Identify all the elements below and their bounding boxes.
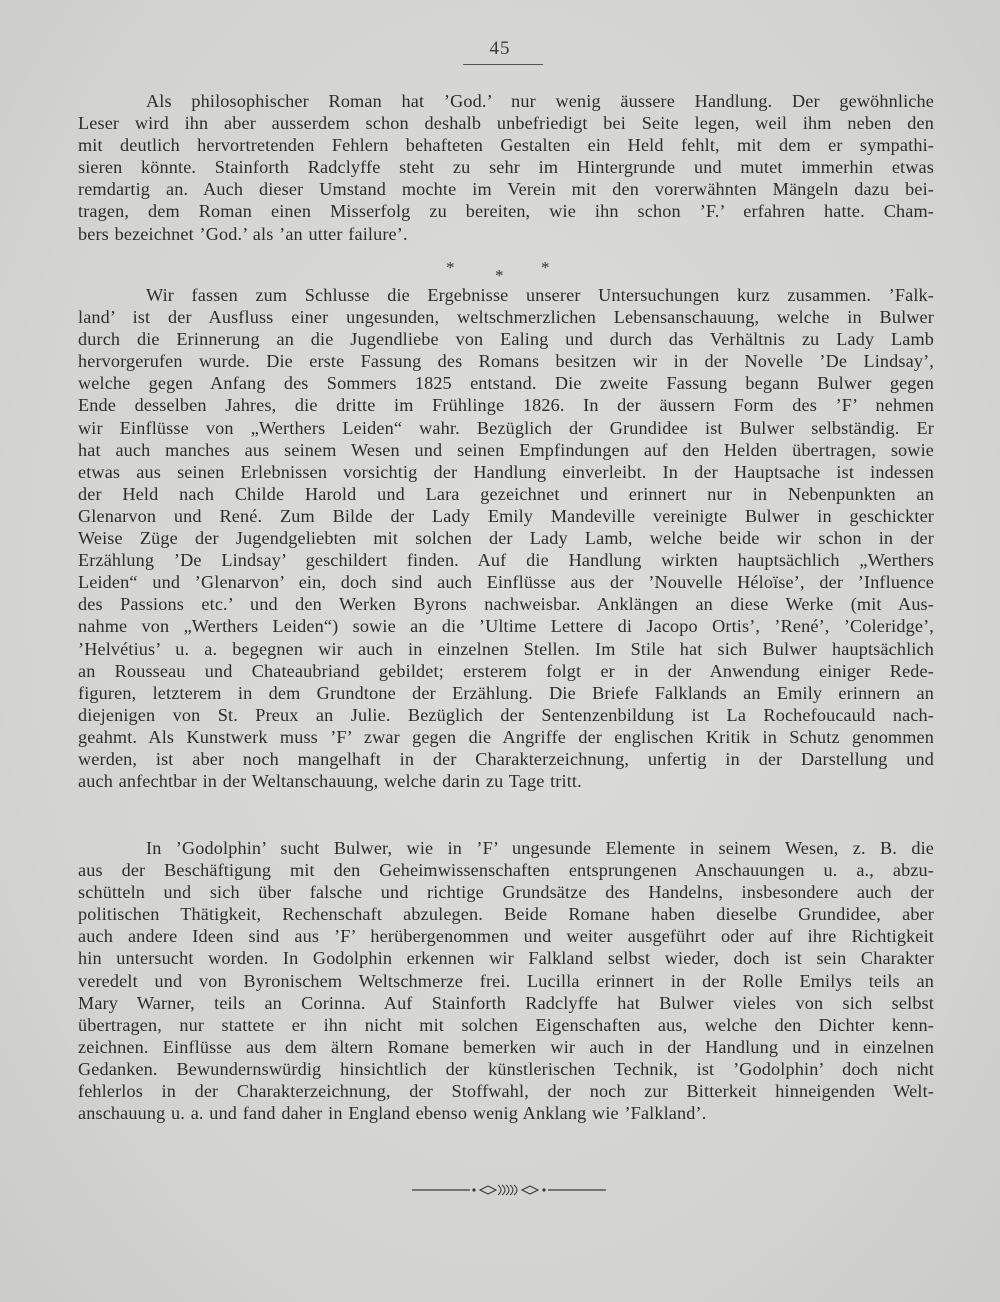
text-line-content: politischen Thätigkeit, Rechenschaft abzulegen. Beide Romane haben dieselbe Grundidee, aber bbox=[78, 904, 934, 925]
closing-ornament bbox=[410, 1180, 610, 1200]
text-line bbox=[78, 439, 934, 461]
text-line bbox=[78, 1058, 934, 1080]
text-line bbox=[78, 1102, 934, 1124]
text-line bbox=[78, 284, 934, 306]
text-line bbox=[78, 947, 934, 969]
text-line-content: werden, ist aber noch mangelhaft in der Charakterzeichnung, unfertig in der Darstellung und bbox=[78, 748, 934, 769]
text-line bbox=[78, 483, 934, 505]
text-line-content: hervorgerufen wurde. Die erste Fassung des Romans besitzen wir in der Novelle ’De Lindsay’, bbox=[78, 351, 934, 372]
text-line bbox=[78, 90, 934, 112]
page-number-rule bbox=[463, 64, 543, 65]
text-line bbox=[78, 1014, 934, 1036]
text-line bbox=[78, 1036, 934, 1058]
text-line-content: ’Helvétius’ u. a. begegnen wir auch in einzelnen Stellen. Im Stile hat sich Bulwer hauptsächlich bbox=[78, 638, 934, 659]
text-line bbox=[78, 660, 934, 682]
text-line bbox=[78, 682, 934, 704]
text-line-content: Leser wird ihn aber ausserdem schon deshalb unbefriedigt bei Seite legen, weil ihm neben den bbox=[78, 113, 934, 134]
text-line-content: etwas aus seinen Erlebnissen vorsichtig der Handlung einverleibt. In der Hauptsache ist indessen bbox=[78, 461, 934, 482]
text-line bbox=[78, 903, 934, 925]
text-line bbox=[78, 726, 934, 748]
asterisk: * bbox=[495, 266, 504, 285]
text-line-content: aus der Beschäftigung mit den Geheimwissenschaften entsprungenen Anschauungen u. a., abzu- bbox=[78, 860, 934, 881]
text-line bbox=[78, 925, 934, 947]
text-line-content: anschauung u. a. und fand daher in England ebenso wenig Anklang wie ’Falkland’. bbox=[78, 1103, 707, 1124]
text-line bbox=[78, 859, 934, 881]
paragraph-3 bbox=[78, 837, 934, 1124]
text-line-content: Erzählung ’De Lindsay’ geschildert finden. Auf die Handlung wirkten hauptsächlich „Werthers bbox=[78, 550, 934, 571]
text-line-content: zeichnen. Einflüsse aus dem ältern Romane bemerken wir auch in der Handlung und in einzelnen bbox=[78, 1036, 934, 1057]
text-line bbox=[78, 134, 934, 156]
text-line-content: der Held nach Childe Harold und Lara gezeichnet und erinnert nur in Nebenpunkten an bbox=[78, 483, 934, 504]
text-line-content: Leiden“ und ’Glenarvon’ ein, doch sind auch Einflüsse aus der ’Nouvelle Héloïse’, der ’Influence bbox=[78, 572, 934, 593]
text-line bbox=[78, 112, 934, 134]
text-line-content: welche gegen Anfang des Sommers 1825 entstand. Die zweite Fassung begann Bulwer gegen bbox=[78, 373, 934, 394]
text-line-content: bers bezeichnet ’God.’ als ’an utter failure’. bbox=[78, 223, 408, 244]
text-line bbox=[78, 770, 934, 792]
text-line bbox=[78, 704, 934, 726]
paragraph-2 bbox=[78, 284, 934, 792]
text-line bbox=[78, 748, 934, 770]
text-line bbox=[78, 1080, 934, 1102]
text-line bbox=[78, 156, 934, 178]
text-line bbox=[78, 881, 934, 903]
text-line bbox=[78, 306, 934, 328]
text-line bbox=[78, 223, 934, 245]
text-line-content: auch anfechtbar in der Weltanschauung, welche darin zu Tage tritt. bbox=[78, 771, 582, 792]
text-line bbox=[78, 992, 934, 1014]
text-line bbox=[78, 837, 934, 859]
text-line bbox=[78, 461, 934, 483]
text-line-content: schütteln und sich über falsche und richtige Grundsätze des Handelns, insbesondere auch der bbox=[78, 882, 934, 903]
text-line-content: In ’Godolphin’ sucht Bulwer, wie in ’F’ ungesunde Elemente in seinem Wesen, z. B. die bbox=[146, 838, 934, 858]
text-line-content: remdartig an. Auch dieser Umstand mochte im Verein mit den vorerwähnten Mängeln dazu bei- bbox=[78, 179, 934, 200]
text-line bbox=[78, 200, 934, 222]
text-line-content: land’ ist der Ausfluss einer ungesunden, weltschmerzlichen Lebensanschauung, welche in Bulwer bbox=[78, 307, 934, 328]
asterisk: * bbox=[446, 258, 455, 277]
text-line-content: sieren könnte. Stainforth Radclyffe steht zu sehr im Hintergrunde und mutet immerhin etwas bbox=[78, 157, 934, 178]
text-line-content: veredelt und von Byronischem Weltschmerze frei. Lucilla erinnert in der Rolle Emilys teils an bbox=[78, 970, 934, 991]
text-line-content: Ende desselben Jahres, die dritte im Frühlinge 1826. In der äussern Form des ’F’ nehmen bbox=[78, 395, 934, 416]
text-line bbox=[78, 593, 934, 615]
section-separator bbox=[440, 258, 560, 286]
text-line bbox=[78, 417, 934, 439]
text-line-content: Weise Züge der Jugendgeliebten mit solchen der Lady Lamb, welche beide wir schon in der bbox=[78, 528, 934, 549]
text-line bbox=[78, 638, 934, 660]
text-line-content: hat auch manches aus seinem Wesen und seinen Empfindungen auf den Helden übertragen, sowie bbox=[78, 439, 934, 460]
text-line bbox=[78, 350, 934, 372]
text-line bbox=[78, 505, 934, 527]
text-line-content: hin untersucht worden. In Godolphin erkennen wir Falkland selbst wieder, doch ist sein Charakter bbox=[78, 948, 934, 969]
text-line-content: figuren, letzterem in dem Grundtone der Erzählung. Die Briefe Falklands an Emily erinnern an bbox=[78, 682, 934, 703]
asterisk: * bbox=[541, 258, 550, 277]
text-line-content: mit deutlich hervortretenden Fehlern behafteten Gestalten ein Held fehlt, mit dem er sympathi- bbox=[78, 135, 934, 156]
text-line-content: durch die Erinnerung an die Jugendliebe von Ealing und durch das Verhältnis zu Lady Lamb bbox=[78, 329, 934, 350]
text-line bbox=[78, 615, 934, 637]
text-line bbox=[78, 970, 934, 992]
text-line-content: Mary Warner, teils an Corinna. Auf Stainforth Radclyffe hat Bulwer vieles von sich selbst bbox=[78, 992, 934, 1013]
text-line-content: übertragen, nur stattete er ihn nicht mit solchen Eigenschaften aus, welche den Dichter kenn- bbox=[78, 1014, 934, 1035]
text-line-content: diejenigen von St. Preux an Julie. Bezüglich der Sentenzenbildung ist La Rochefoucauld nach- bbox=[78, 704, 934, 725]
text-line bbox=[78, 178, 934, 200]
text-line bbox=[78, 571, 934, 593]
text-line-content: nahme von „Werthers Leiden“) sowie an die ’Ultime Lettere di Jacopo Ortis’, ’René’, ’Coleridge’, bbox=[78, 616, 934, 637]
text-line bbox=[78, 527, 934, 549]
text-line-content: Gedanken. Bewundernswürdig hinsichtlich der künstlerischen Technik, ist ’Godolphin’ doch nicht bbox=[78, 1058, 934, 1079]
text-line bbox=[78, 372, 934, 394]
text-line bbox=[78, 394, 934, 416]
text-line bbox=[78, 328, 934, 350]
text-line-content: wir Einflüsse von „Werthers Leiden“ wahr. Bezüglich der Grundidee ist Bulwer selbständig. Er bbox=[78, 417, 934, 438]
text-line-content: an Rousseau und Chateaubriand gebildet; ersterem folgt er in der Anwendung einiger Rede- bbox=[78, 660, 934, 681]
text-line-content: tragen, dem Roman einen Misserfolg zu bereiten, wie ihn schon ’F.’ erfahren hatte. Cham- bbox=[78, 201, 934, 222]
text-line-content: des Passions etc.’ und den Werken Byrons nachweisbar. Anklängen an diese Werke (mit Aus- bbox=[78, 594, 934, 615]
page-number: 45 bbox=[489, 38, 511, 59]
paragraph-1 bbox=[78, 90, 934, 245]
text-line-content: geahmt. Als Kunstwerk muss ’F’ zwar gegen die Angriffe der englischen Kritik in Schutz genommen bbox=[78, 726, 934, 747]
text-line bbox=[78, 549, 934, 571]
text-line-content: auch andere Ideen sind aus ’F’ herübergenommen und weiter ausgeführt oder auf ihre Richtigkeit bbox=[78, 926, 934, 947]
text-line-content: Glenarvon und René. Zum Bilde der Lady Emily Mandeville vereinigte Bulwer in geschickter bbox=[78, 505, 934, 526]
text-line-content: Wir fassen zum Schlusse die Ergebnisse unserer Untersuchungen kurz zusammen. ’Falk- bbox=[146, 285, 934, 305]
text-line-content: fehlerlos in der Charakterzeichnung, der Stoffwahl, der noch zur Bitterkeit hinneigenden Welt- bbox=[78, 1081, 934, 1102]
text-line-content: Als philosophischer Roman hat ’God.’ nur wenig äussere Handlung. Der gewöhnliche bbox=[146, 91, 934, 111]
